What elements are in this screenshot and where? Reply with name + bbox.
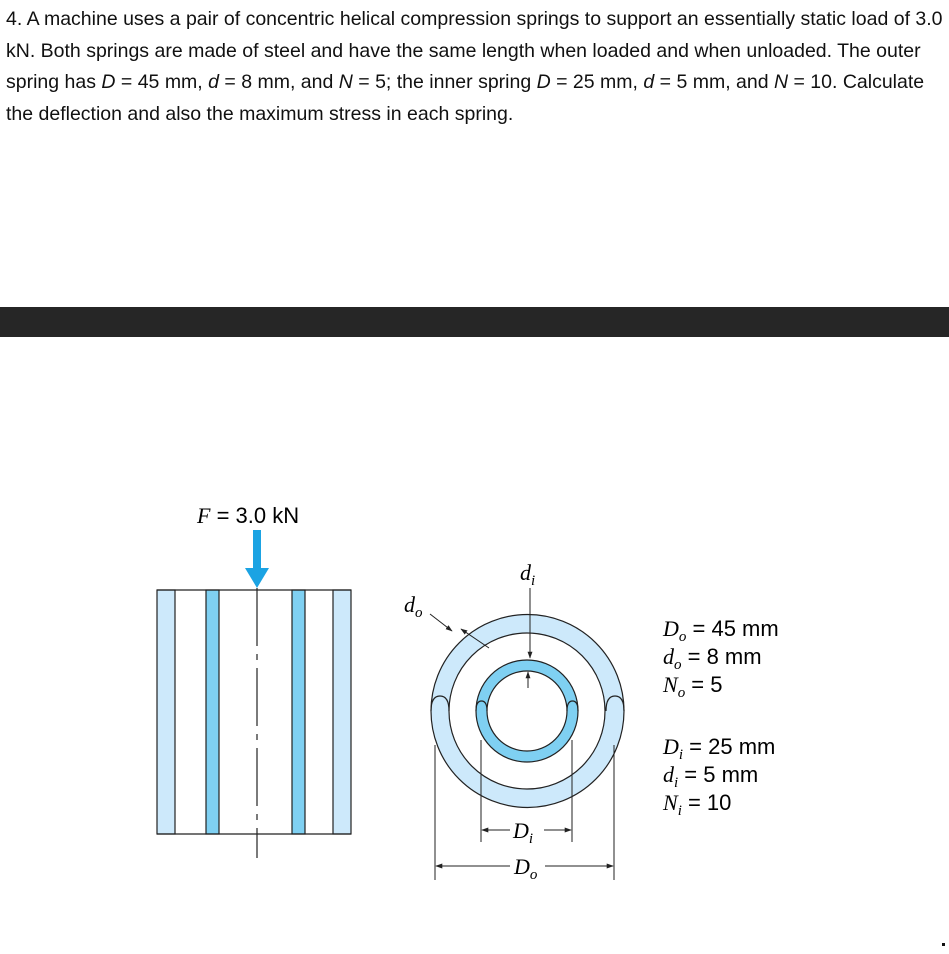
outer-spring-ring <box>431 615 624 808</box>
outer-wire-dia-arrow <box>430 614 452 631</box>
spring-side-view <box>157 588 351 858</box>
inner-mean-dia-label: $D_i$ <box>513 818 534 847</box>
outer-mean-dia-label: $D_o$ <box>514 854 538 883</box>
spring-figure <box>0 337 949 954</box>
svg-text:No = 5: $N_o = 5$ <box>663 672 723 701</box>
inner-wire-dia-label: $d_i$ <box>520 560 536 589</box>
svg-text:Do = 45 mm: $D_o = 45$ mm <box>663 616 779 645</box>
outer-spring-specs <box>662 616 779 701</box>
svg-text:di = 5 mm: $d_i = 5$ mm <box>663 762 759 791</box>
load-label: F = 3.0 kN <box>197 503 300 528</box>
svg-text:Ni = 10: $N_i = 10$ <box>663 790 732 819</box>
outer-wire-dia-label: $d_o$ <box>404 592 423 621</box>
svg-text:Di = 25 mm: $D_i = 25$ mm <box>663 734 776 763</box>
load-arrow-icon <box>245 530 269 588</box>
inner-spring-ring <box>476 660 578 762</box>
inner-spring-specs <box>662 734 775 819</box>
separator-bar <box>0 307 949 337</box>
svg-text:do = 8 mm: $d_o = 8$ mm <box>663 644 762 673</box>
problem-number: 4. <box>6 8 23 30</box>
problem-statement: 4. A machine uses a pair of concentric helical compression springs to support an essentially static load of 3.0 kN. Both springs are made of steel and have the same length when loaded and when unloaded. The outer spring has D = 45 mm, d = 8 mm, and N = 5; the inner spring D = 25 mm, d = 5 mm, and N = 10. Calculate the deflection and also the maximum stress in each spring. <box>6 8 943 125</box>
page-dot <box>942 943 945 946</box>
